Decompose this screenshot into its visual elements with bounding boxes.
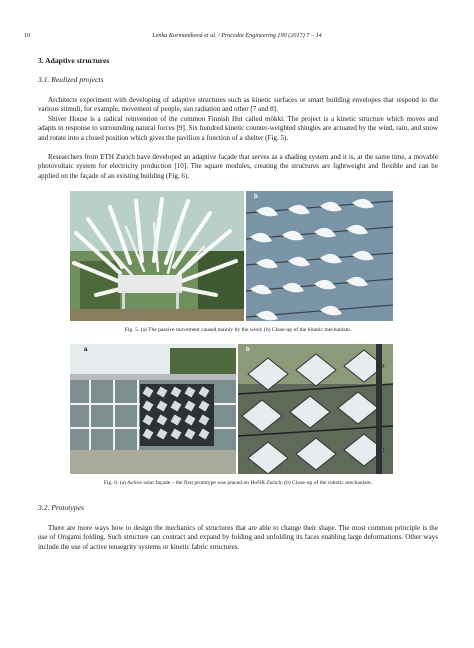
figure-6 [70, 344, 393, 474]
section-heading: 3. Adaptive structures [38, 56, 110, 65]
figure-6-caption: Fig. 6. (a) Active solar façade – the first prototype was placed on HoNR Zurich; (b) Close-up of the robotic mechanism. [103, 480, 373, 486]
figure-5-caption: Fig. 5. (a) The passive movement caused mainly by the wind; (b) Close-up of the kinetic mechanism. [124, 327, 352, 333]
running-head: Lenka Kormaníková et al. / Procedia Engineering 190 (2017) 7 – 14 [152, 32, 322, 39]
figure-6b-image [238, 344, 393, 474]
figure-5b-image [246, 191, 393, 321]
paragraph: Researchers from ETH Zurich have developed an adaptive façade that serves as a shading system and it is, at the same time, a movable photovoltaic system for electricity production [10]. The square modules, creating the structures are lightweight and flexible and can be applied on the façade of an existing building (Fig. 6). [38, 153, 438, 180]
page-header [24, 32, 450, 42]
page-number: 10 [24, 32, 31, 39]
paragraph: There are more ways how to design the mechanics of structures that are able to change their shape. The most common principle is the use of Origami folding. Such structure can contract and expand by folding and unfolding its faces enabling large deformations. Other ways include the use of active tensegrity systems or kinetic fabric structures. [38, 524, 438, 551]
subsection-heading-realized-projects: 3.1. Realized projects [38, 75, 104, 84]
figure-6-label-a: a [84, 347, 88, 353]
figure-5-label-b: b [254, 194, 258, 200]
figure-5 [70, 191, 393, 321]
subsection-heading-prototypes: 3.2. Prototypes [38, 503, 84, 512]
figure-6-label-b: b [246, 347, 250, 353]
paragraph: Architects experiment with developing of adaptive structures such as kinetic surfaces or smart building envelopes that respond to the various stimuli, for example, movement of people, sun radiation and other [7 and 8]. [38, 96, 438, 114]
figure-5a-image [70, 191, 244, 321]
paragraph: Shiver House is a radical reinvention of the common Finnish Hut called mökki. The project is a kinetic structure which moves and adapts in response to surrounding natural forces [9]. Six hundred kinetic counter-weighted shingles are actuated by the wind, rain, and snow and rotate into a closed position which gives the pavilion a function of a shelter (Fig. 5). [38, 115, 438, 142]
figure-6a-image [70, 344, 236, 474]
